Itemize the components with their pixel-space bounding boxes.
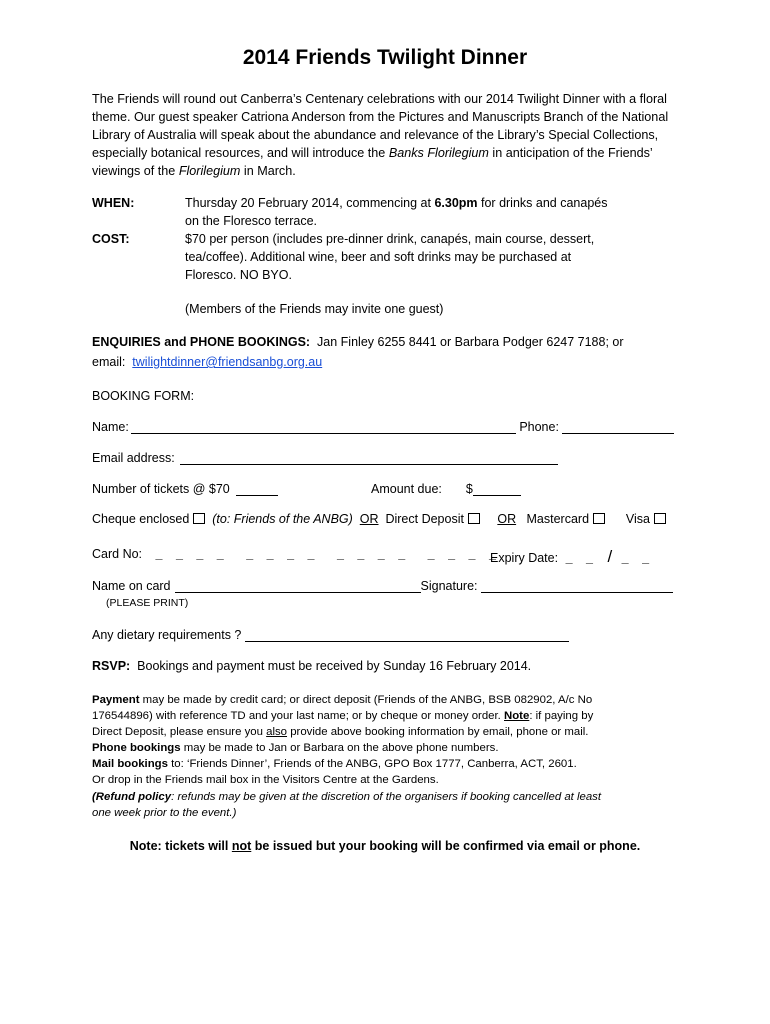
banks-florilegium: Banks Florilegium [388,146,489,160]
refund-line-2: one week prior to the event.) [92,807,237,819]
card-group-3[interactable]: _ _ _ _ [336,547,411,561]
enquiries-text: Jan Finley 6255 8441 or Barbara Podger 6247 7188; or [317,335,624,349]
refund-line-1 [92,789,601,805]
card-number-label: Card No: [92,547,143,561]
mail-bookings-line [92,756,577,772]
amount-field[interactable] [473,483,521,496]
cheque-checkbox[interactable] [193,513,205,524]
final-note [0,839,770,853]
when-label: WHEN: [92,196,135,210]
card-group-4[interactable]: _ _ _ _ [427,547,501,561]
final-note-b: be issued but your booking will be confirmed via email or phone. [251,839,641,853]
rsvp-text: Bookings and payment must be received by Sunday 16 February 2014. [137,659,532,673]
or-label-1: OR [359,512,379,526]
refund-text: : refunds may be given at the discretion of the organisers if booking cancelled at least [171,791,602,803]
name-row [92,420,674,434]
when-text: Thursday 20 February 2014, commencing at [185,196,435,210]
intro-text-1: The Friends will round out Canberra’s Centenary celebrations with our 2014 Twilight Dinner with a floral theme. Our guest speaker Catriona Anderson from the Pictures and Manuscripts Branch of the National Library of Australia will speak about the abundance and relevance of the Library’s Special Collections, especially botanical resources, and will introduce the [92,92,669,160]
name-field[interactable] [131,421,516,434]
when-time: 6.30pm [434,196,478,210]
intro-text-2: in anticipation of the Friends’ viewings of the [92,146,653,178]
expiry-label: Expiry Date: [490,551,559,565]
amount-row [371,482,521,496]
email-line [92,355,322,369]
card-number-row [92,547,501,561]
cost-line-1: $70 per person (includes pre-dinner drink, canapés, main course, dessert, [185,232,595,246]
email-address-field[interactable] [180,452,558,465]
visa-checkbox[interactable] [654,513,666,524]
phone-field[interactable] [562,421,674,434]
note-label: Note [504,710,530,722]
cost-label: COST: [92,232,130,246]
email-link[interactable]: twilightdinner@friendsanbg.org.au [132,355,323,369]
guest-note: (Members of the Friends may invite one guest) [185,302,444,316]
expiry-row [490,547,654,567]
dietary-label: Any dietary requirements ? [92,628,242,642]
final-note-not: not [231,839,252,853]
mail-bookings-text: to: ‘Friends Dinner’, Friends of the ANBG, GPO Box 1777, Canberra, ACT, 2601. [167,758,577,770]
payment-text-1: may be made by credit card; or direct deposit (Friends of the ANBG, BSB 082902, A/c No [139,694,593,706]
card-group-1[interactable]: _ _ _ _ [155,547,229,561]
rsvp-line [92,659,531,673]
direct-deposit-checkbox[interactable] [468,513,480,524]
payment-text-2b: : if paying by [529,710,594,722]
expiry-separator: / [607,547,613,566]
amount-label: Amount due: [371,482,442,496]
booking-form-heading: BOOKING FORM: [92,389,195,403]
signature-label: Signature: [420,579,478,593]
phone-bookings-text: may be made to Jan or Barbara on the above phone numbers. [180,742,499,754]
tickets-label: Number of tickets @ $70 [92,482,230,496]
final-note-a: Note: tickets will [129,839,232,853]
expiry-year[interactable]: _ _ [621,551,655,565]
when-line-2: on the Floresco terrace. [185,214,318,228]
expiry-month[interactable]: _ _ [565,551,598,565]
payment-line-1 [92,692,592,708]
direct-deposit-label: Direct Deposit [385,512,464,526]
name-on-card-field[interactable] [175,580,421,593]
mastercard-label: Mastercard [526,512,590,526]
visa-label: Visa [625,512,650,526]
enquiries-line [92,335,624,349]
mail-bookings-label: Mail bookings [92,758,168,770]
signature-field[interactable] [481,580,673,593]
also-text: also [266,726,288,738]
please-print-note: (PLEASE PRINT) [106,597,189,609]
cheque-label: Cheque enclosed [92,512,190,526]
refund-label: (Refund policy [92,791,172,803]
payment-label: Payment [92,694,140,706]
payment-line-2 [92,708,593,724]
payment-text-3: Direct Deposit, please ensure you [92,726,267,738]
page-title: 2014 Friends Twilight Dinner [242,46,528,69]
intro-text-3: in March. [240,164,296,178]
payment-line-3 [92,724,588,740]
tickets-row [92,482,278,496]
name-label: Name: [92,420,129,434]
name-on-card-label: Name on card [92,579,171,593]
dietary-field[interactable] [245,629,569,642]
when-line-1 [185,196,607,210]
when-text-b: for drinks and canapés [477,196,608,210]
dietary-row [92,628,569,642]
or-label-2: OR [497,512,517,526]
payment-method-row [92,512,666,526]
payment-text-2: 176544896) with reference TD and your last name; or by cheque or money order. [92,710,504,722]
intro-paragraph [92,90,682,180]
rsvp-label: RSVP: [92,659,131,673]
mastercard-checkbox[interactable] [593,513,605,524]
tickets-field[interactable] [236,483,278,496]
enquiries-label: ENQUIRIES and PHONE BOOKINGS: [92,335,311,349]
cheque-note: (to: Friends of the ANBG) [212,512,353,526]
name-on-card-row [92,579,673,593]
cost-line-2: tea/coffee). Additional wine, beer and soft drinks may be purchased at [185,250,572,264]
amount-prefix: $ [465,482,473,496]
card-group-2[interactable]: _ _ _ _ [246,547,320,561]
cost-line-3: Floresco. NO BYO. [185,268,292,282]
drop-in-line: Or drop in the Friends mail box in the Visitors Centre at the Gardens. [92,774,439,786]
phone-bookings-line [92,740,498,756]
payment-text-3b: provide above booking information by email, phone or mail. [287,726,589,738]
email-row [92,451,558,465]
florilegium: Florilegium [178,164,241,178]
email-label: email: [92,355,126,369]
phone-label: Phone: [519,420,559,434]
phone-bookings-label: Phone bookings [92,742,181,754]
email-address-label: Email address: [92,451,175,465]
